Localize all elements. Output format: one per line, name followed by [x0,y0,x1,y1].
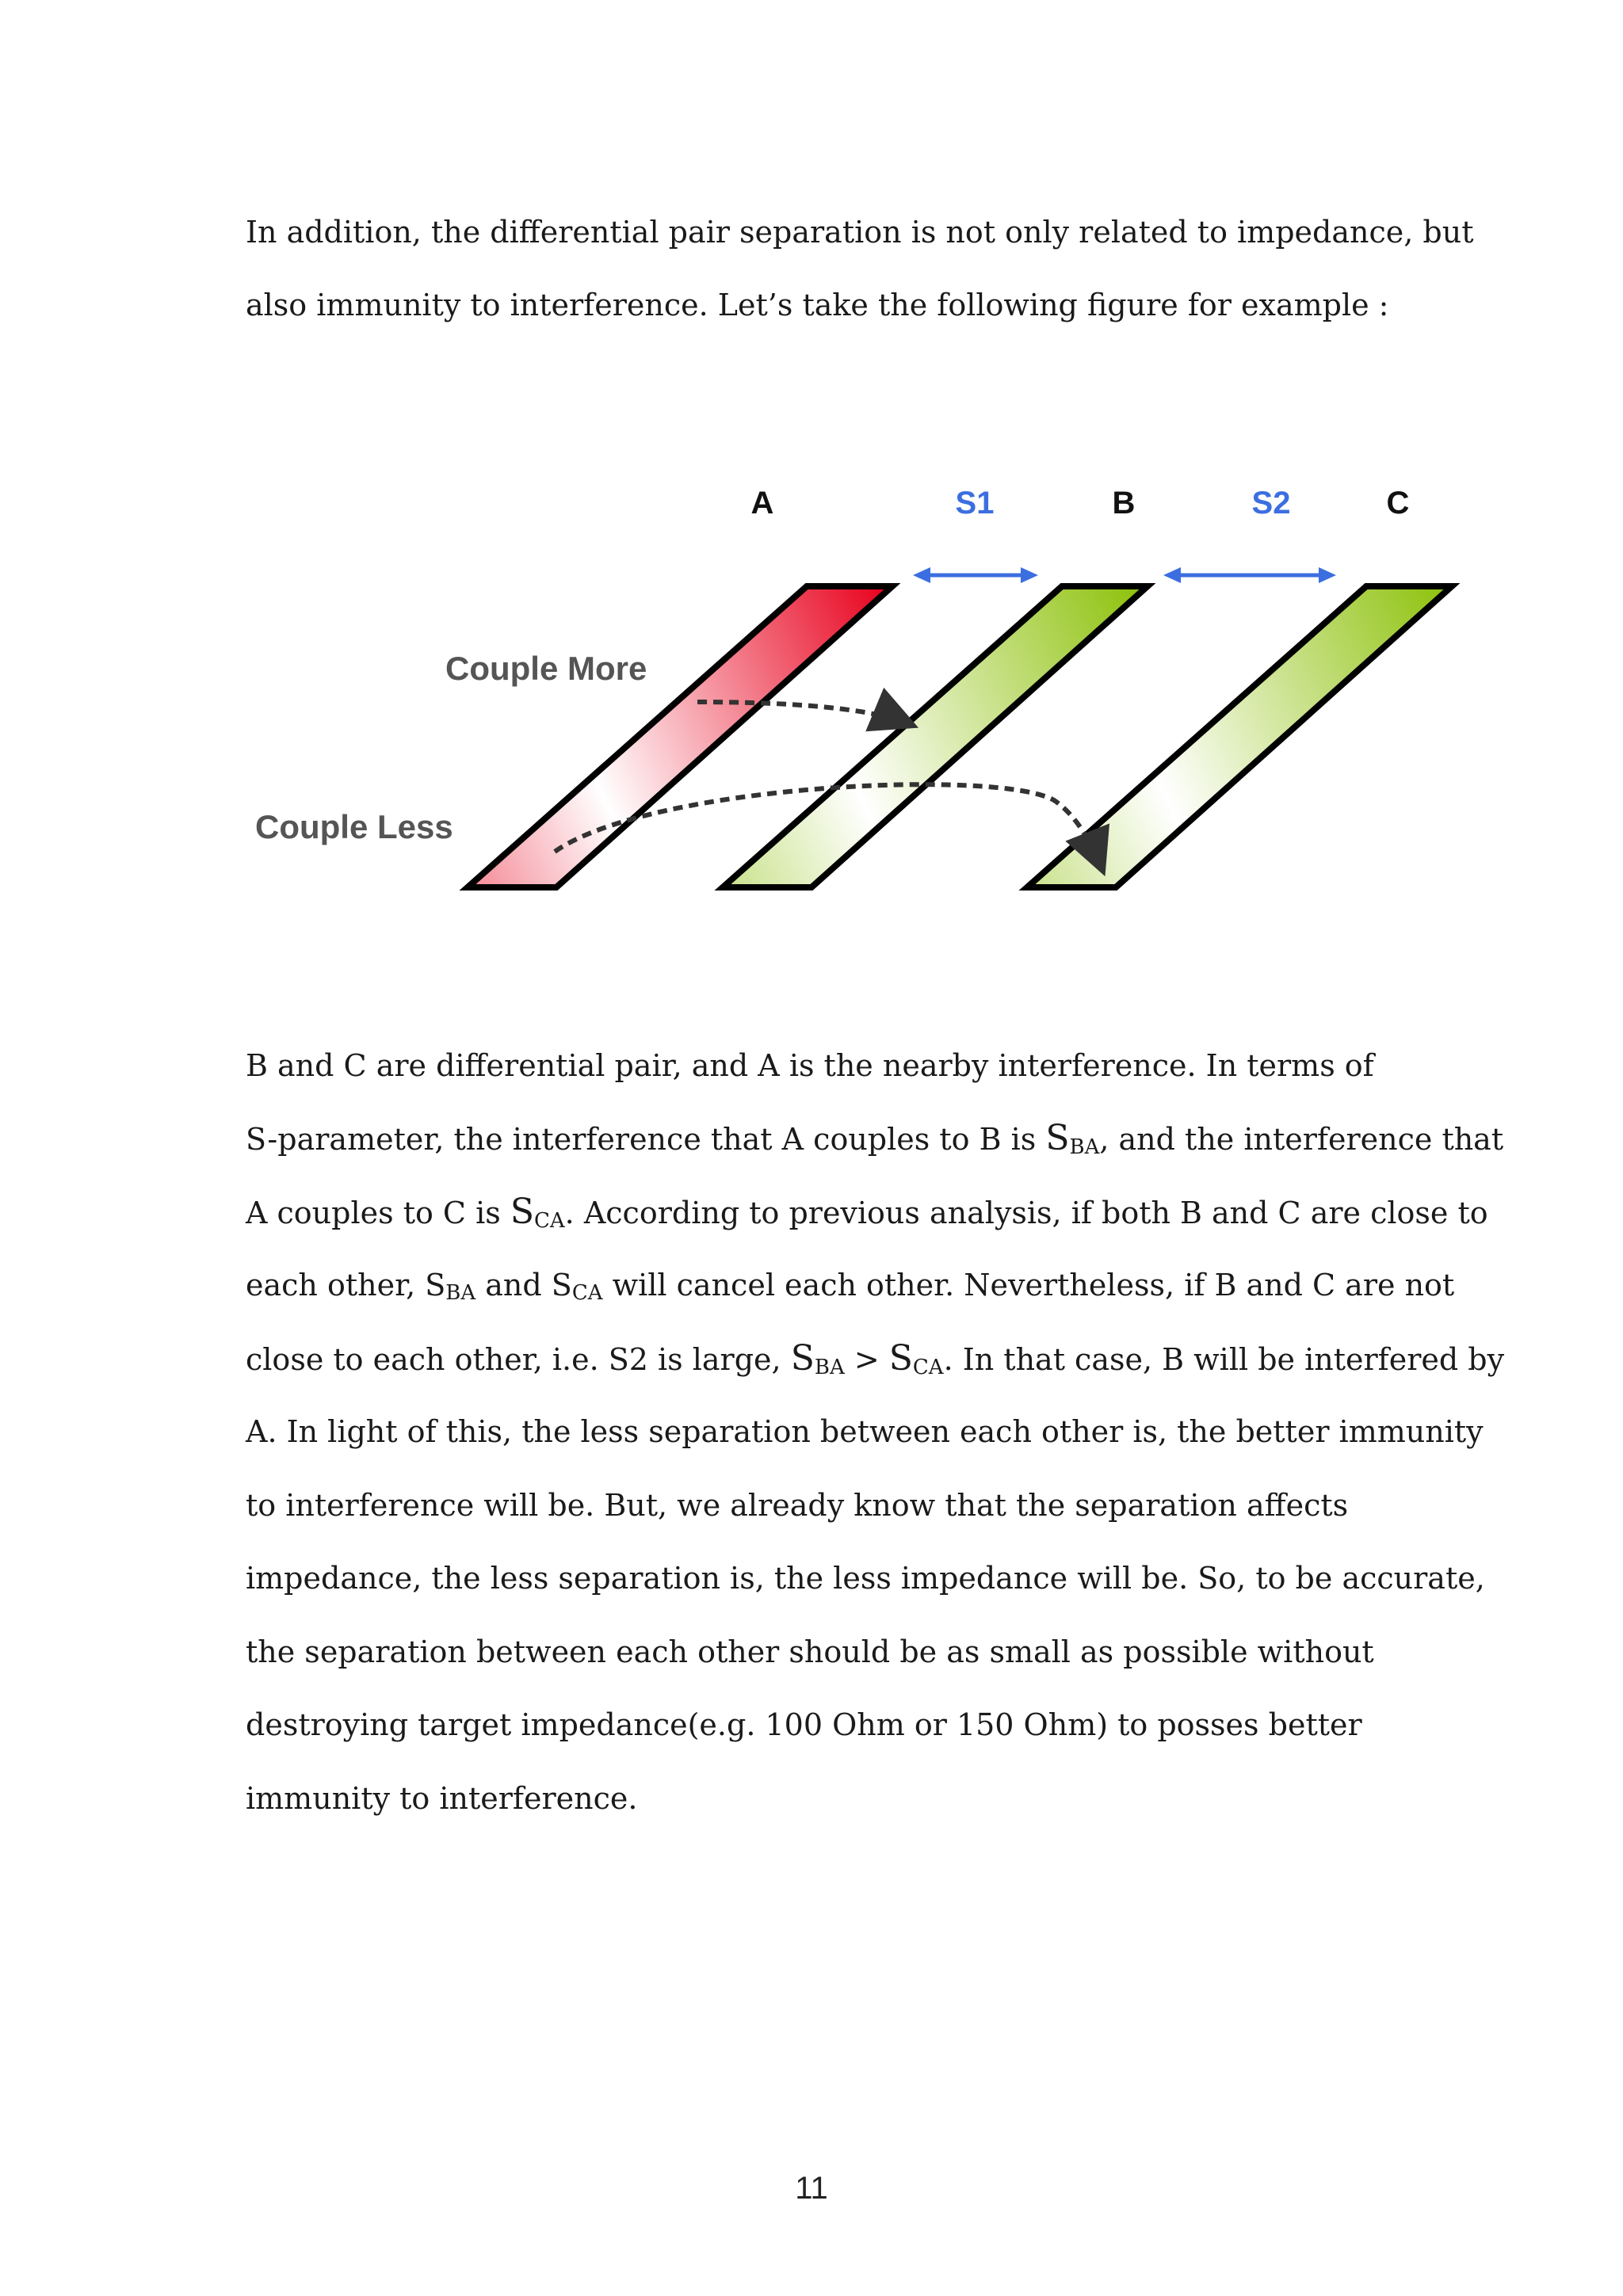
body-text: and S [475,1268,572,1302]
page-number: 11 [795,2171,828,2206]
body-line-1: B and C are differential pair, and A is the nearby interference. In terms of [246,1048,1374,1083]
body-text: , and the interference that [1099,1122,1504,1157]
subscript-ba: BA [445,1281,476,1305]
s-symbol: S [510,1192,534,1232]
label-a: A [750,486,774,521]
body-text: will cancel each other. Nevertheless, if B and C are not [602,1268,1455,1302]
body-text: S-parameter, the interference that A couples to B is [246,1122,1046,1157]
couple-more-label: Couple More [445,650,647,687]
s-symbol: S [888,1338,913,1379]
body-line-7: to interference will be. But, we already know that the separation affects [246,1488,1349,1523]
body-text: close to each other, i.e. S2 is large, [246,1342,791,1377]
couple-less-label: Couple Less [255,808,453,845]
s-symbol: S [1045,1118,1070,1158]
s1-spacing-arrow [913,567,1038,583]
subscript-ca: CA [912,1356,944,1379]
subscript-ba: BA [814,1356,845,1379]
intro-line-2: also immunity to interference. Let’s take the following figure for example : [246,288,1389,322]
intro-line-1: In addition, the differential pair separation is not only related to impedance, but [246,215,1474,250]
body-line-6: A. In light of this, the less separation between each other is, the better immunity [246,1414,1484,1449]
subscript-ca: CA [571,1281,603,1305]
body-line-3 [246,1194,1488,1231]
body-text: each other, S [246,1268,446,1302]
s2-spacing-arrow [1163,567,1336,583]
body-line-9: the separation between each other should be as small as possible without [246,1634,1374,1669]
subscript-ca: CA [533,1209,565,1233]
differential-pair-figure [238,467,1474,911]
body-text: > [844,1342,889,1377]
body-text: . According to previous analysis, if both B and C are close to [564,1196,1488,1230]
label-s2: S2 [1251,486,1291,521]
body-line-5 [246,1338,1505,1379]
body-line-10: destroying target impedance(e.g. 100 Ohm or 150 Ohm) to posses better [246,1707,1362,1742]
label-c: C [1386,486,1410,521]
body-line-4 [246,1267,1454,1303]
s-symbol: S [790,1338,815,1379]
body-line-8: impedance, the less separation is, the less impedance will be. So, to be accurate, [246,1561,1485,1596]
subscript-ba: BA [1069,1135,1100,1159]
body-text: A couples to C is [246,1196,510,1230]
body-text: . In that case, B will be interfered by [943,1342,1505,1377]
label-b: B [1112,486,1136,521]
label-s1: S1 [955,486,995,521]
body-line-2 [246,1120,1503,1158]
body-line-11: immunity to interference. [246,1781,638,1816]
